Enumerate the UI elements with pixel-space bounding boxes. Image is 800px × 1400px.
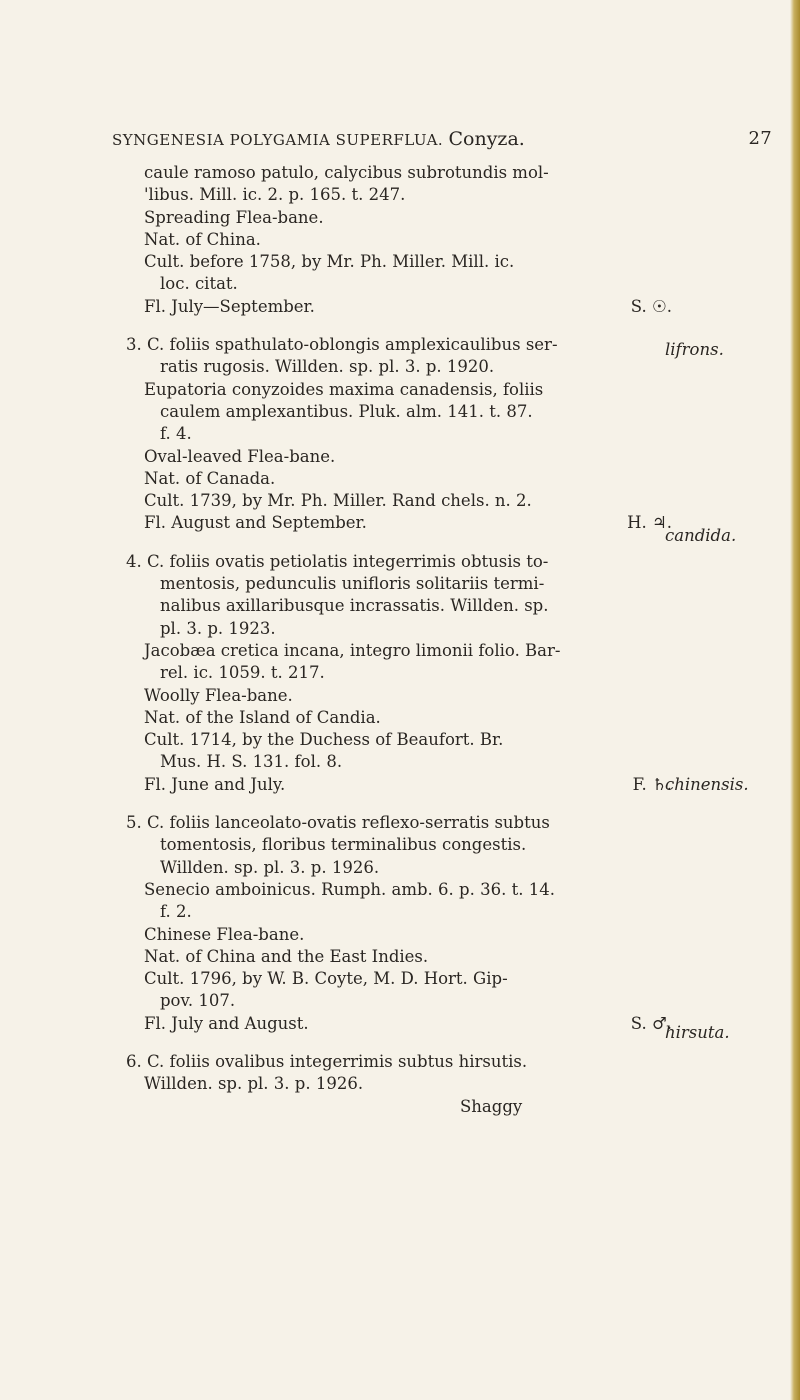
text-line: Chinese Flea-bane. (144, 924, 305, 944)
text-line: mentosis, pedunculis unifloris solitariis termi- (160, 574, 545, 594)
page-number: 27 (748, 128, 772, 149)
text-line: Willden. sp. pl. 3. p. 1926. (144, 1074, 364, 1094)
margin-epithet: hirsuta. (665, 1023, 730, 1042)
text-line: f. 4. (160, 424, 192, 444)
habit-mark: F. ♄. (632, 774, 672, 794)
text-line: Eupatoria conyzoides maxima canadensis, foliis (144, 379, 544, 399)
text-line: Nat. of Canada. (144, 468, 276, 488)
text-line: rel. ic. 1059. t. 217. (160, 663, 325, 683)
text-line: loc. citat. (160, 274, 238, 294)
text-line: caule ramoso patulo, calycibus subrotundis mol- (144, 163, 549, 182)
text-line: Senecio amboinicus. Rumph. amb. 6. p. 36. t. 14. (144, 879, 555, 899)
species-line: 5. C. foliis lanceolato-ovatis reflexo-serratis subtus (126, 813, 550, 833)
text-line: Fl. August and September. H. ♃. (112, 512, 672, 534)
species-line: 3. C. foliis spathulato-oblongis amplexicaulibus ser- (126, 335, 558, 355)
text-line: Jacobæa cretica incana, integro limonii folio. Bar- (144, 640, 561, 660)
text-line: pov. 107. (160, 991, 236, 1011)
margin-epithet: lifrons. (665, 340, 724, 359)
text-line: Fl. July—September. S. ☉. (112, 296, 672, 318)
habit-mark: H. ♃. (627, 513, 672, 533)
text-line: Cult. 1714, by the Duchess of Beaufort. Br. (144, 730, 504, 750)
species-line: 4. C. foliis ovatis petiolatis integerrimis obtusis to- (126, 551, 549, 571)
margin-epithet: candida. (665, 526, 737, 545)
running-header (112, 128, 772, 154)
text-line: Cult. 1796, by W. B. Coyte, M. D. Hort. Gip- (144, 969, 508, 989)
text-line: Mus. H. S. 131. fol. 8. (160, 752, 343, 772)
species-line: 6. C. foliis ovalibus integerrimis subtus hirsutis. (126, 1051, 528, 1071)
header-title: SYNGENESIA POLYGAMIA SUPERFLUA. Conyza. (112, 128, 525, 150)
habit-mark: S. ☉. (630, 296, 672, 316)
text-line: tomentosis, floribus terminalibus congestis. (160, 835, 527, 855)
text-line: Nat. of China. (144, 229, 261, 249)
text-line: Woolly Flea-bane. (144, 685, 293, 705)
text-line: Willden. sp. pl. 3. p. 1926. (160, 857, 380, 877)
habit-mark: S. ♂. (630, 1013, 672, 1033)
text-line: 'libus. Mill. ic. 2. p. 165. t. 247. (144, 185, 406, 205)
text-line: pl. 3. p. 1923. (160, 618, 276, 638)
text-line: Cult. 1739, by Mr. Ph. Miller. Rand chels. n. 2. (144, 491, 532, 511)
page-edge-gilt (790, 0, 800, 1400)
text-line: Cult. before 1758, by Mr. Ph. Miller. Mill. ic. (144, 252, 515, 272)
text-line: Fl. July and August. S. ♂. (112, 1013, 672, 1035)
text-line: Fl. June and July. F. ♄. (112, 774, 672, 796)
text-line: Spreading Flea-bane. (144, 207, 324, 227)
text-line: f. 2. (160, 902, 192, 922)
text-line: Oval-leaved Flea-bane. (144, 446, 336, 466)
text-line: caulem amplexantibus. Pluk. alm. 141. t. 87. (160, 401, 533, 421)
header-genus: Conyza. (448, 128, 525, 150)
text-line: ratis rugosis. Willden. sp. pl. 3. p. 1920. (160, 357, 495, 377)
body-text (112, 162, 672, 1118)
text-line: nalibus axillaribusque incrassatis. Willden. sp. (160, 596, 549, 616)
margin-epithet: chinensis. (665, 775, 749, 794)
text-line: Nat. of China and the East Indies. (144, 946, 429, 966)
catchword: Shaggy (460, 1096, 523, 1116)
text-line: Nat. of the Island of Candia. (144, 707, 381, 727)
